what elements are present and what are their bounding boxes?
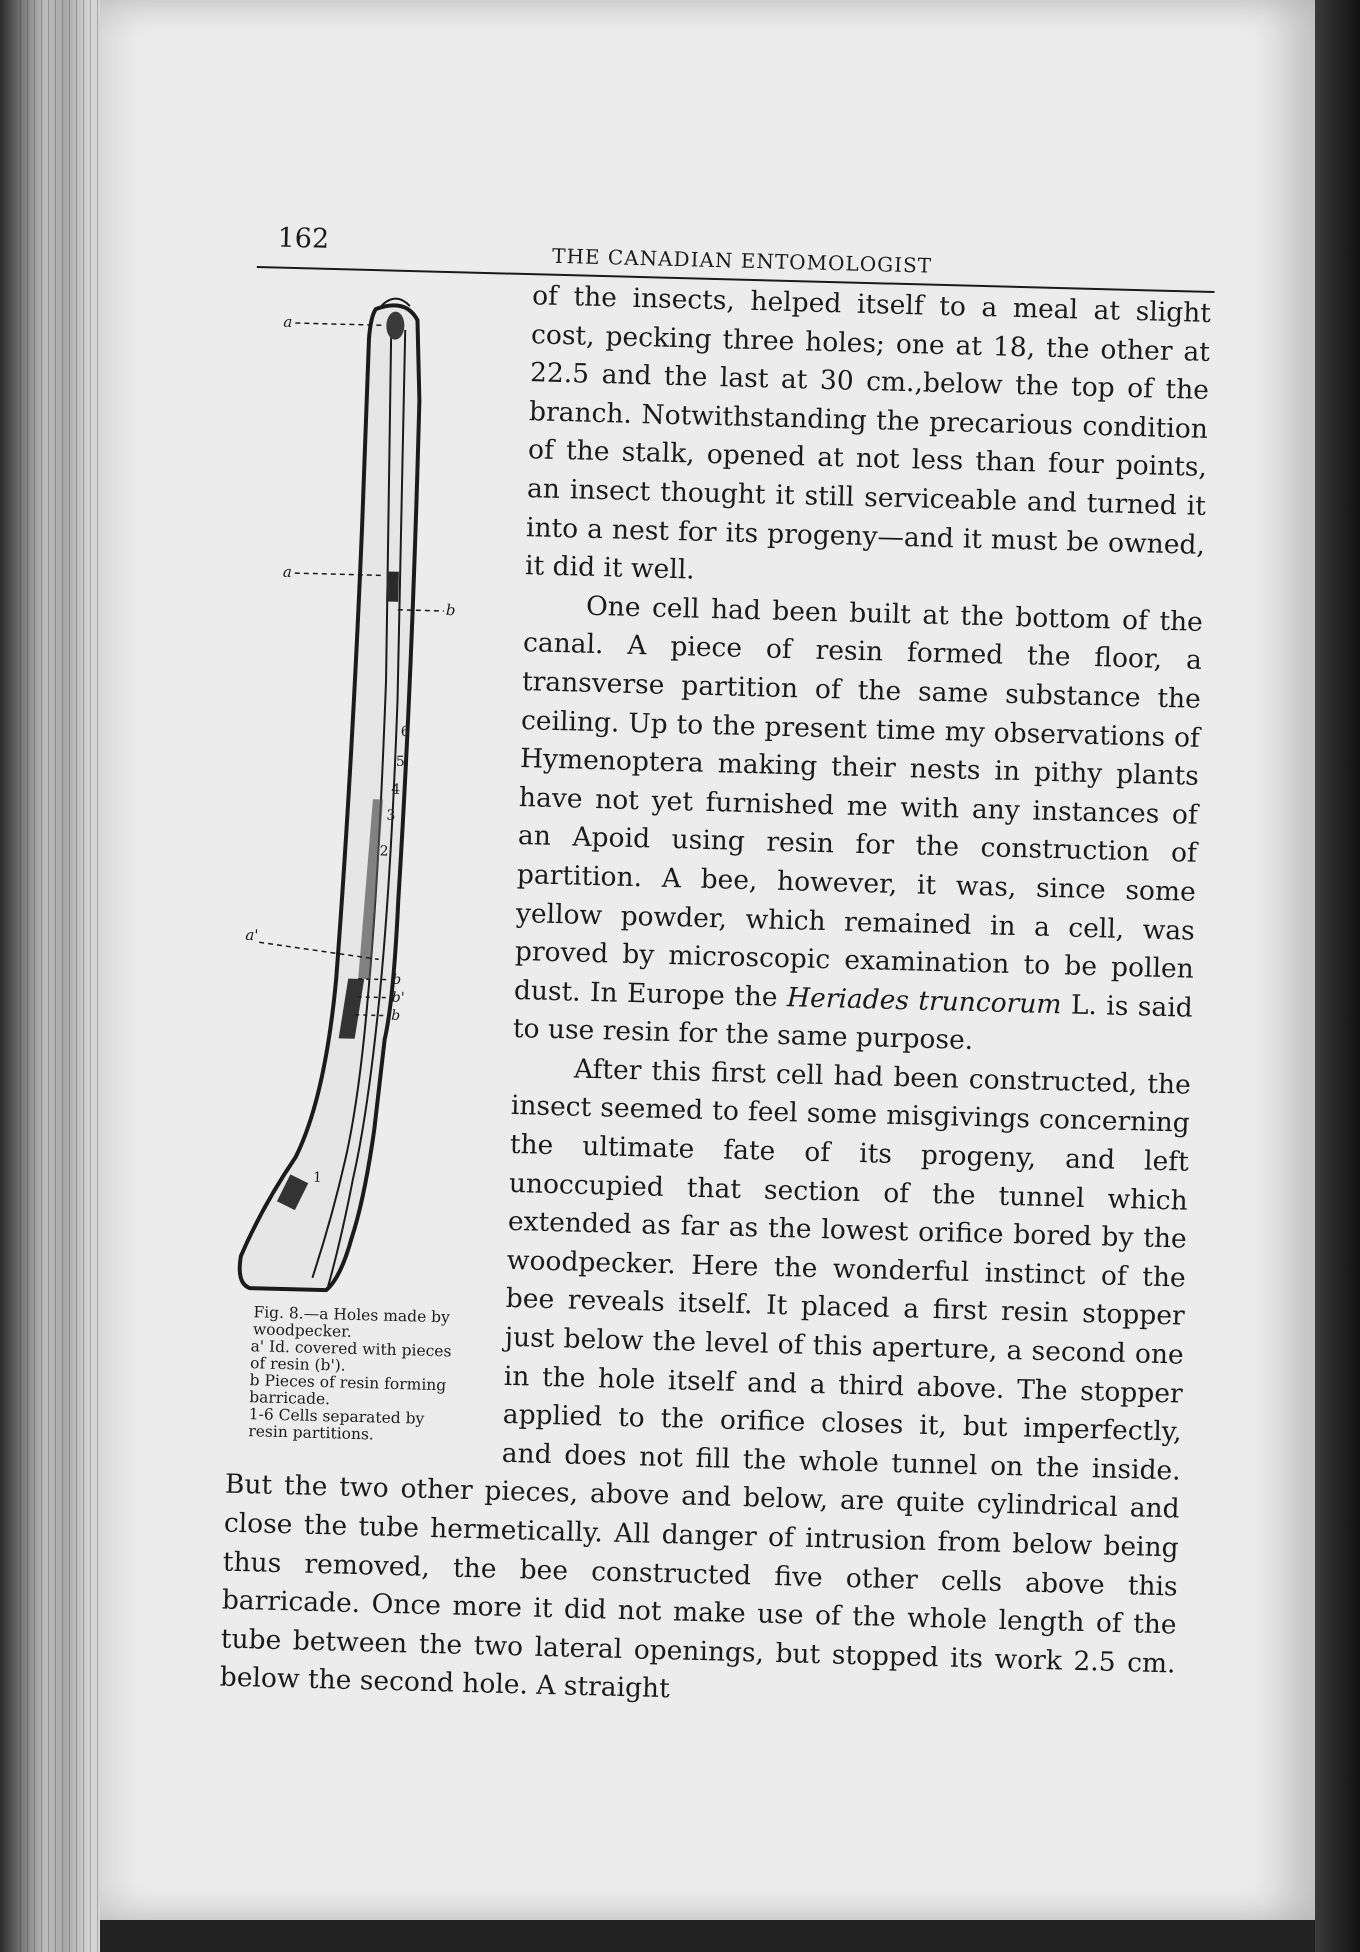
paragraph-1-text: of the insects, helped itself to a meal at slight cost, pecking three holes; one at 18, the other at 22.5 and the last at 30 cm.,below the top of the branch. Notwithstanding the precarious condition of the stalk, opened at not less than four points, an insect thought it still serviceable and turned it into a nest for its progeny—and it must be owned, it did it well. (524, 280, 1212, 586)
caption-line-1: Fig. 8.—a Holes made by woodpecker. (252, 1303, 451, 1341)
species-name: Heriades truncorum (786, 981, 1062, 1020)
caption-line-3: b Pieces of resin forming barricade. (248, 1371, 447, 1409)
label-1: 1 (312, 1169, 323, 1186)
label-b-prime: b' (391, 989, 405, 1007)
label-5: 5 (395, 753, 406, 771)
paragraph-3: After this first cell had been constructed, the insect seemed to feel some misgivings concerning the ultimate fate of its progeny, and left unoccupied that section of the tunnel which extended as far as the lowest orifice bored by the woodpecker. Here the wonderful instinct of the bee reveals itself. It placed a first resin stopper just below the level of this aperture, a second one in the hole itself and a third above. The stopper applied to the orifice closes it, but imperfectly, and does not fill the whole tunnel on the inside. But the two other pieces, above and below, are quite cylindrical and close the tube hermetically. All danger of intrusion from below being thus removed, the bee constructed five other cells above this barricade. Once more it did not make use of the whole length of the tube between the two lateral openings, but stopped its work 2.5 cm. below the second hole. A straight (219, 1053, 1192, 1705)
label-b-mid: b (445, 601, 456, 620)
label-2: 2 (379, 843, 389, 860)
article-body (219, 270, 1211, 1722)
paragraph-2-text-a: One cell had been built at the bottom of the canal. A piece of resin formed the floor, a transverse partition of the same substance the ceiling. Up to the present time my observations of Hymenoptera making their nests in pithy plants have not yet furnished me with any instances of an Apoid using resin for the construction of partition. A bee, however, it was, since some yellow powder, which remained in a cell, was proved by microscopic examination to be pollen dust. In Europe the (513, 590, 1204, 1013)
label-a-top: a (283, 312, 293, 331)
page-number: 162 (277, 222, 330, 255)
caption-line-2: a' Id. covered with pieces of resin (b'). (249, 1337, 452, 1375)
page-content (217, 222, 1213, 1806)
scan-background (100, 1920, 1315, 1952)
label-b-low-1: b (392, 971, 402, 989)
journal-title: THE CANADIAN ENTOMOLOGIST (551, 243, 933, 278)
figure-8 (226, 276, 496, 1446)
figure-caption (226, 1304, 469, 1446)
label-a-mid: a (282, 562, 293, 582)
book-cover-edge (1315, 0, 1360, 1952)
stem-illustration (230, 276, 497, 1304)
label-6: 6 (400, 723, 410, 741)
paragraph-2-text-b: L. is said to use resin for the same purpose. (512, 988, 1194, 1057)
label-a-prime: a' (245, 925, 259, 945)
caption-line-4: 1-6 Cells separated by resin partitions. (248, 1405, 425, 1444)
label-3: 3 (386, 807, 396, 824)
label-b-low-2: b (391, 1007, 401, 1024)
label-4: 4 (390, 781, 401, 798)
